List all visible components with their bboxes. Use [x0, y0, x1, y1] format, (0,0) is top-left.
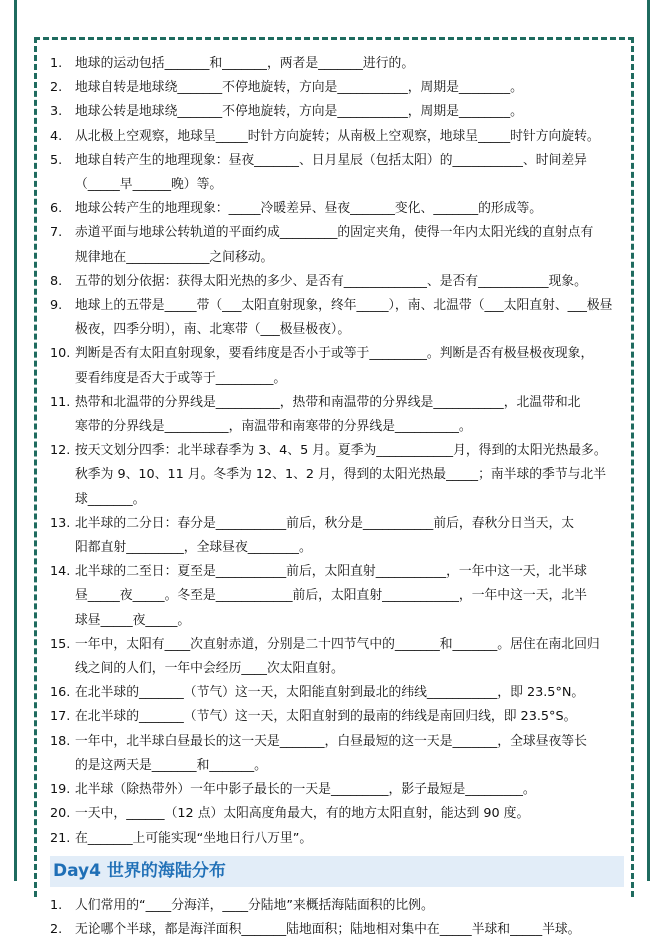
- question-item: [50, 803, 620, 826]
- question-item: [50, 682, 620, 705]
- question-text: 极夜，四季分明），南、北寒带（___极昼极夜）。: [75, 322, 351, 338]
- question-line: [50, 126, 620, 149]
- question-number: 6.: [50, 201, 63, 217]
- question-item: [50, 828, 620, 851]
- question-line: [50, 895, 620, 918]
- question-item: [50, 779, 620, 802]
- question-line: [50, 295, 620, 318]
- question-text: 从北极上空观察，地球呈_____时针方向旋转；从南极上空观察，地球呈_____时针方向旋转。: [75, 128, 600, 144]
- question-item: [50, 392, 620, 439]
- question-item: [50, 101, 620, 124]
- question-number: 17.: [50, 709, 71, 725]
- question-text: 地球的运动包括_______和_______，两者是_______进行的。: [75, 56, 415, 71]
- question-text: 地球自转是地球绕_______不停地旋转，方向是___________，周期是________。: [75, 80, 523, 96]
- question-item: [50, 343, 620, 390]
- question-text: 球_______。: [75, 491, 146, 507]
- question-item: [50, 440, 620, 511]
- left-border-bar: [14, 0, 17, 881]
- question-item: [50, 561, 620, 632]
- question-text: 球昼_____夜_____。: [75, 612, 191, 628]
- question-line: [50, 77, 620, 100]
- question-text: 判断是否有太阳直射现象，要看纬度是否小于或等于_________。判断是否有极昼极夜现象，: [75, 346, 594, 362]
- question-number: 12.: [50, 443, 71, 459]
- section-header: [50, 856, 624, 887]
- right-border-bar: [647, 0, 650, 881]
- question-line: [50, 634, 620, 657]
- question-item: [50, 198, 620, 221]
- question-number: 14.: [50, 564, 71, 580]
- question-line: [50, 464, 620, 487]
- question-text: 寒带的分界线是__________，南温带和南寒带的分界线是__________。: [75, 419, 472, 435]
- question-text: 地球自转产生的地理现象：昼夜_______、日月星辰（包括太阳）的___________、时间差异: [75, 152, 587, 168]
- question-line: [50, 919, 620, 942]
- question-number: 4.: [50, 128, 63, 144]
- question-text: 在_______上可能实现“坐地日行八万里”。: [75, 830, 313, 846]
- question-text: 北半球的二至日：夏至是___________前后，太阳直射___________，一年中这一天，北半球: [75, 564, 587, 580]
- question-number: 20.: [50, 806, 71, 822]
- question-text: 按天文划分四季：北半球春季为 3、4、5 月。夏季为____________月，得到的太阳光热最多。: [75, 443, 607, 459]
- question-line: [50, 755, 620, 778]
- question-text: 北半球（除热带外）一年中影子最长的一天是_________，影子最短是_________。: [75, 782, 536, 798]
- question-text: 北半球的二分日：春分是___________前后，秋分是___________前后，春秋分日当天，太: [75, 515, 575, 531]
- question-item: [50, 513, 620, 560]
- question-line: [50, 440, 620, 463]
- question-number: 15.: [50, 636, 71, 652]
- question-item: [50, 77, 620, 100]
- question-line: [50, 368, 620, 391]
- question-line: [50, 53, 620, 76]
- question-line: [50, 271, 620, 294]
- question-number: 1.: [50, 56, 63, 71]
- question-number: 2.: [50, 922, 63, 938]
- question-item: [50, 919, 620, 942]
- question-line: [50, 416, 620, 439]
- question-line: [50, 561, 620, 584]
- question-item: [50, 222, 620, 269]
- question-item: [50, 731, 620, 778]
- question-item: [50, 150, 620, 197]
- question-number: 21.: [50, 830, 71, 846]
- question-list-day4: [50, 895, 620, 942]
- question-item: [50, 53, 620, 76]
- worksheet-content: [50, 53, 620, 944]
- question-item: [50, 126, 620, 149]
- question-number: 18.: [50, 733, 71, 749]
- question-line: [50, 610, 620, 633]
- question-line: [50, 198, 620, 221]
- question-text: 要看纬度是否大于或等于_________。: [75, 370, 287, 386]
- question-line: [50, 392, 620, 415]
- question-text: 秋季为 9、10、11 月。冬季为 12、1、2 月，得到的太阳光热最_____；南半球的季节与北半: [75, 467, 607, 483]
- question-number: 9.: [50, 298, 63, 314]
- question-number: 5.: [50, 152, 63, 168]
- question-text: 无论哪个半球，都是海洋面积_______陆地面积；陆地相对集中在_____半球和_____半球。: [75, 922, 581, 938]
- question-line: [50, 174, 620, 197]
- question-text: 昼_____夜_____。冬至是____________前后，太阳直射____________，一年中这一天，北半: [75, 588, 587, 604]
- question-number: 1.: [50, 898, 63, 914]
- question-line: [50, 150, 620, 173]
- question-text: 线之间的人们，一年中会经历____次太阳直射。: [75, 661, 344, 677]
- question-text: 在北半球的_______（节气）这一天，太阳直射到的最南的纬线是南回归线，即 23.5°S。: [75, 709, 577, 725]
- question-item: [50, 706, 620, 729]
- question-line: [50, 706, 620, 729]
- question-number: 10.: [50, 346, 71, 362]
- question-text: 一年中，太阳有____次直射赤道，分别是二十四节气中的_______和_______。居住在南北回归: [75, 636, 600, 652]
- question-text: 热带和北温带的分界线是__________，热带和南温带的分界线是___________，北温带和北: [75, 394, 581, 410]
- question-text: （_____早______晚）等。: [75, 177, 223, 193]
- question-text: 在北半球的_______（节气）这一天，太阳能直射到最北的纬线___________，即 23.5°N。: [75, 685, 585, 701]
- question-line: [50, 731, 620, 754]
- question-line: [50, 222, 620, 245]
- question-text: 地球上的五带是_____带（___太阳直射现象，终年_____），南、北温带（___太阳直射、___极昼: [75, 298, 613, 314]
- question-line: [50, 585, 620, 608]
- question-number: 2.: [50, 80, 63, 96]
- question-line: [50, 682, 620, 705]
- question-item: [50, 295, 620, 342]
- question-number: 16.: [50, 685, 71, 701]
- question-line: [50, 513, 620, 536]
- question-number: 8.: [50, 273, 63, 289]
- question-list-day3: [50, 53, 620, 850]
- question-line: [50, 803, 620, 826]
- question-text: 一天中，______（12 点）太阳高度角最大，有的地方太阳直射，能达到 90 度。: [75, 806, 530, 822]
- question-line: [50, 779, 620, 802]
- question-item: [50, 895, 620, 918]
- question-text: 阳都直射_________，全球昼夜________。: [75, 540, 312, 556]
- question-line: [50, 101, 620, 124]
- question-line: [50, 537, 620, 560]
- question-line: [50, 247, 620, 270]
- question-text: 五带的划分依据：获得太阳光热的多少、是否有_____________、是否有___________现象。: [75, 273, 587, 289]
- question-number: 19.: [50, 782, 71, 798]
- question-item: [50, 634, 620, 681]
- question-text: 人们常用的“____分海洋，____分陆地”来概括海陆面积的比例。: [75, 898, 434, 914]
- question-line: [50, 343, 620, 366]
- question-text: 地球公转是地球绕_______不停地旋转，方向是___________，周期是________。: [75, 104, 523, 120]
- question-text: 地球公转产生的地理现象：_____冷暖差异、昼夜_______变化、_______的形成等。: [75, 201, 543, 217]
- question-line: [50, 658, 620, 681]
- question-line: [50, 489, 620, 512]
- question-line: [50, 828, 620, 851]
- section-title: Day4 世界的海陆分布: [53, 861, 226, 882]
- question-item: [50, 271, 620, 294]
- question-number: 3.: [50, 104, 63, 120]
- question-text: 的是这两天是_______和_______。: [75, 757, 267, 773]
- question-text: 一年中，北半球白昼最长的这一天是_______，白昼最短的这一天是_______，全球昼夜等长: [75, 733, 587, 749]
- question-number: 13.: [50, 515, 71, 531]
- question-text: 规律地在_____________之间移动。: [75, 249, 274, 265]
- question-number: 11.: [50, 394, 71, 410]
- question-text: 赤道平面与地球公转轨道的平面约成_________的固定夹角，使得一年内太阳光线的直射点有: [75, 225, 594, 241]
- question-line: [50, 319, 620, 342]
- question-number: 7.: [50, 225, 63, 241]
